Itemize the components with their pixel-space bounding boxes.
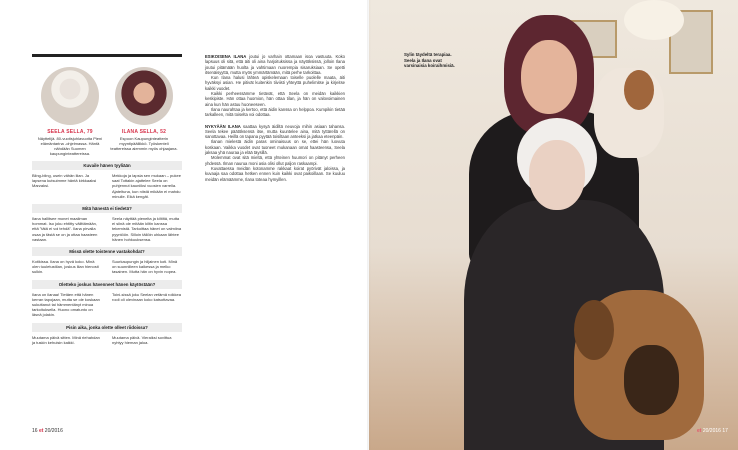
person-desc: Näyttelijä. 80-vuotisjuhlavuotta Pieni elämäntarina -ohjelmassa. Häntä nähdään Suomen kaupunginteattereissa. xyxy=(37,136,103,156)
question-heading: Kuvaile hänen tyyliään xyxy=(32,161,182,170)
answer-row xyxy=(32,259,182,275)
issue-number: 20/2016 xyxy=(44,428,63,434)
answer-row xyxy=(32,292,182,318)
left-page-footer xyxy=(32,428,63,434)
paragraph-lead: ESIKOISENA ILANA xyxy=(205,54,247,59)
answer-row xyxy=(32,173,182,199)
article-paragraph xyxy=(205,54,345,75)
answer-ilana: Seela näyttää pienelta ja kiltiltä, mutta ei siinä ole mitään kiltin kanssa tekemistä. Tarkoittaa hänet on valmiina pyyntöön. Silloin tällöin uhkaan lähtee hänen hohkuuksensa. xyxy=(112,216,182,242)
article-body xyxy=(205,54,345,182)
answer-row xyxy=(32,335,182,345)
person-name: SEELA SELLA, 79 xyxy=(47,129,93,135)
spine-shadow xyxy=(367,0,371,450)
person-name: ILANA SELLA, 52 xyxy=(121,129,167,135)
article-paragraph: Molemmat ovat sitä mieltä, että yhteinen huumori on pitänyt perheen yhdessä. Ilman naurua moni asia olisi ollut paljon raskaampi. xyxy=(205,155,345,166)
article-paragraph: Ilanan mielestä äidin paras ominaisuus on se, ettei hän luovuta koskaan. Vaikka vuodet ovat tuoneet mukanaan omat haasteensa, Seela jaksaa yhä nauraa ja elää täysillä. xyxy=(205,139,345,156)
portrait-row xyxy=(32,67,182,156)
paragraph-text: joutui jo varhain ottamaan isoa vastuuta. Koko lapsuus oli sitä, että äiti oli aina harjoituksissa ja näytöksissä, jolloin Ilana joutui pitämään huolta ja vahtimaan nuorempia sisaruksiaan. Se opetti itsenäisyyttä, mutta myös ymmärtämään, mitä perhe tarkoittaa. xyxy=(205,54,345,75)
answer-ilana: Toini-sissä joku Seelan vetämä roikkea rooli oli olevinaan koko katsottavaa. xyxy=(112,291,181,302)
answer-ilana: Muutama päivä. Vieraiksi sovittua nyhtyy hieman jaloa. xyxy=(112,334,172,345)
person-ilana xyxy=(110,67,178,156)
article-paragraph xyxy=(205,124,345,140)
page-number: 16 xyxy=(32,428,38,434)
answer-ilana: Mekkoja ja lapsia sen mukaan – pukee saat Tottakin ajattelee Seela on puhjennut kauniiksi vuosien varrella. Ajateltuna, kun niistä mikään ei mahdu minulle. Eikä kengät. xyxy=(112,173,181,199)
magazine-logo: et xyxy=(38,428,44,434)
question-heading: Missä olette toistenne vastakohdat? xyxy=(32,247,182,256)
seela-portrait xyxy=(41,67,99,125)
article-paragraph: Kuvattaessa meidän kotonamme rakkaat koirat pyörivät jaloissa, ja kuvaaja saa odottaa hetken ennen kuin kaikki ovat paikoillaan. Se kuuluu meidän elämäämme, Ilana toteaa hymyillen. xyxy=(205,165,345,182)
question-heading: Pisin aika, jonka olette olleet riidoissa? xyxy=(32,323,182,332)
answer-seela: Bling-bling, usein vähän liian. Ja lapsena kutsuimme häntä kirkkaaksi Marzaksi. xyxy=(32,173,97,189)
photo-caption: Sylin täydeltä terapiaa. Seela ja Ilana ovat varsinaisia koiraihmisiä. xyxy=(404,52,455,68)
top-rule xyxy=(32,54,182,57)
qa-box xyxy=(32,54,182,345)
article-paragraph: Kun Ilana halusi lähteä opiskelemaan toiselle puolelle maata, äiti hyväksyi asian. He pitivät kuitenkin tiiviisti yhteyttä puhelimitse ja kirjeitse kaikki vuodet. xyxy=(205,75,345,91)
right-page-photo xyxy=(369,0,738,450)
person-desc: Espoon Kaupunginteatterin myyntipäällikkö. Työskenteli teattereissa aiemmin myös ohjaajana. xyxy=(110,136,178,151)
paragraph-text: saattaa kysyä äidiltä neuvoja mihin asiaan tahansa. Seela tekee päätöksensä itse, mutta kuuntelee aina, mitä tyttärellä on sanottavaa. Heillä on tapana pyytää toisiltaan anteeksi ja jatkaa eteenpäin. xyxy=(205,123,345,140)
answer-row xyxy=(32,216,182,242)
ilana-face xyxy=(521,40,577,114)
answer-seela: Kotikissa. Ilana on hyvä koko. Minä olen tuuletustilan, joskus liian hienosti sulkin. xyxy=(32,259,99,275)
article-paragraph: Kaikki perheessämme tietävät, että Seela on meidän kaikkien keskipiste. Hän ottaa huomion, hän ottaa tilan, ja hän on valovoimainen aina kun hän astuu huoneeseen. xyxy=(205,91,345,107)
person-seela xyxy=(36,67,104,156)
article-paragraph: Ilana naurahtaa ja kertoo, että äidin kanssa on helppoa. Kumpikin tietää tarkalleen, mitä toiselta voi odottaa. xyxy=(205,106,345,118)
small-dog-ear xyxy=(624,70,654,110)
large-dog-ear xyxy=(574,300,614,360)
answer-seela: Muutama päivä sitten. Minä riehahdan ja tuskin kehuisin kaikki. xyxy=(32,334,100,345)
issue-number: 20/2016 xyxy=(702,428,721,434)
ilana-portrait xyxy=(115,67,173,125)
paragraph-lead: NYKYÄÄN ILANA xyxy=(205,123,241,129)
large-dog-muzzle xyxy=(624,345,679,415)
magazine-logo: et xyxy=(697,428,702,434)
lamp-shade xyxy=(624,0,684,40)
answer-seela: Ilana on ilanaa! Tietäen että hänen kerran tapojaan, mutta se ole koskaan sukuttanut tai hämmentänyt minua tarkoituksella. Huono omatunto on läsnä jolakin. xyxy=(32,291,100,318)
answer-ilana: Suurkaupungin ja hiljainen koti. Minä on suunnilleen kaikessa ja melko tasainen. Mutta hän on hyvin nopea. xyxy=(112,259,178,275)
answer-seela: Ilana hallitsee monet maailman hommat. Iso joku ehtitty välittämään, että "tätä ei voi tehdä". Ilana pirvalla osaa ja tästä se on ja ottaa haasteen vastaan. xyxy=(32,216,98,242)
page-number: 17 xyxy=(722,428,728,434)
question-heading: Mitä hänestä ei tiedetä? xyxy=(32,204,182,213)
seela-face xyxy=(529,140,585,210)
question-heading: Oletteko joskus hävenneet hänen käytöstään? xyxy=(32,280,182,289)
right-page-footer xyxy=(697,428,728,434)
